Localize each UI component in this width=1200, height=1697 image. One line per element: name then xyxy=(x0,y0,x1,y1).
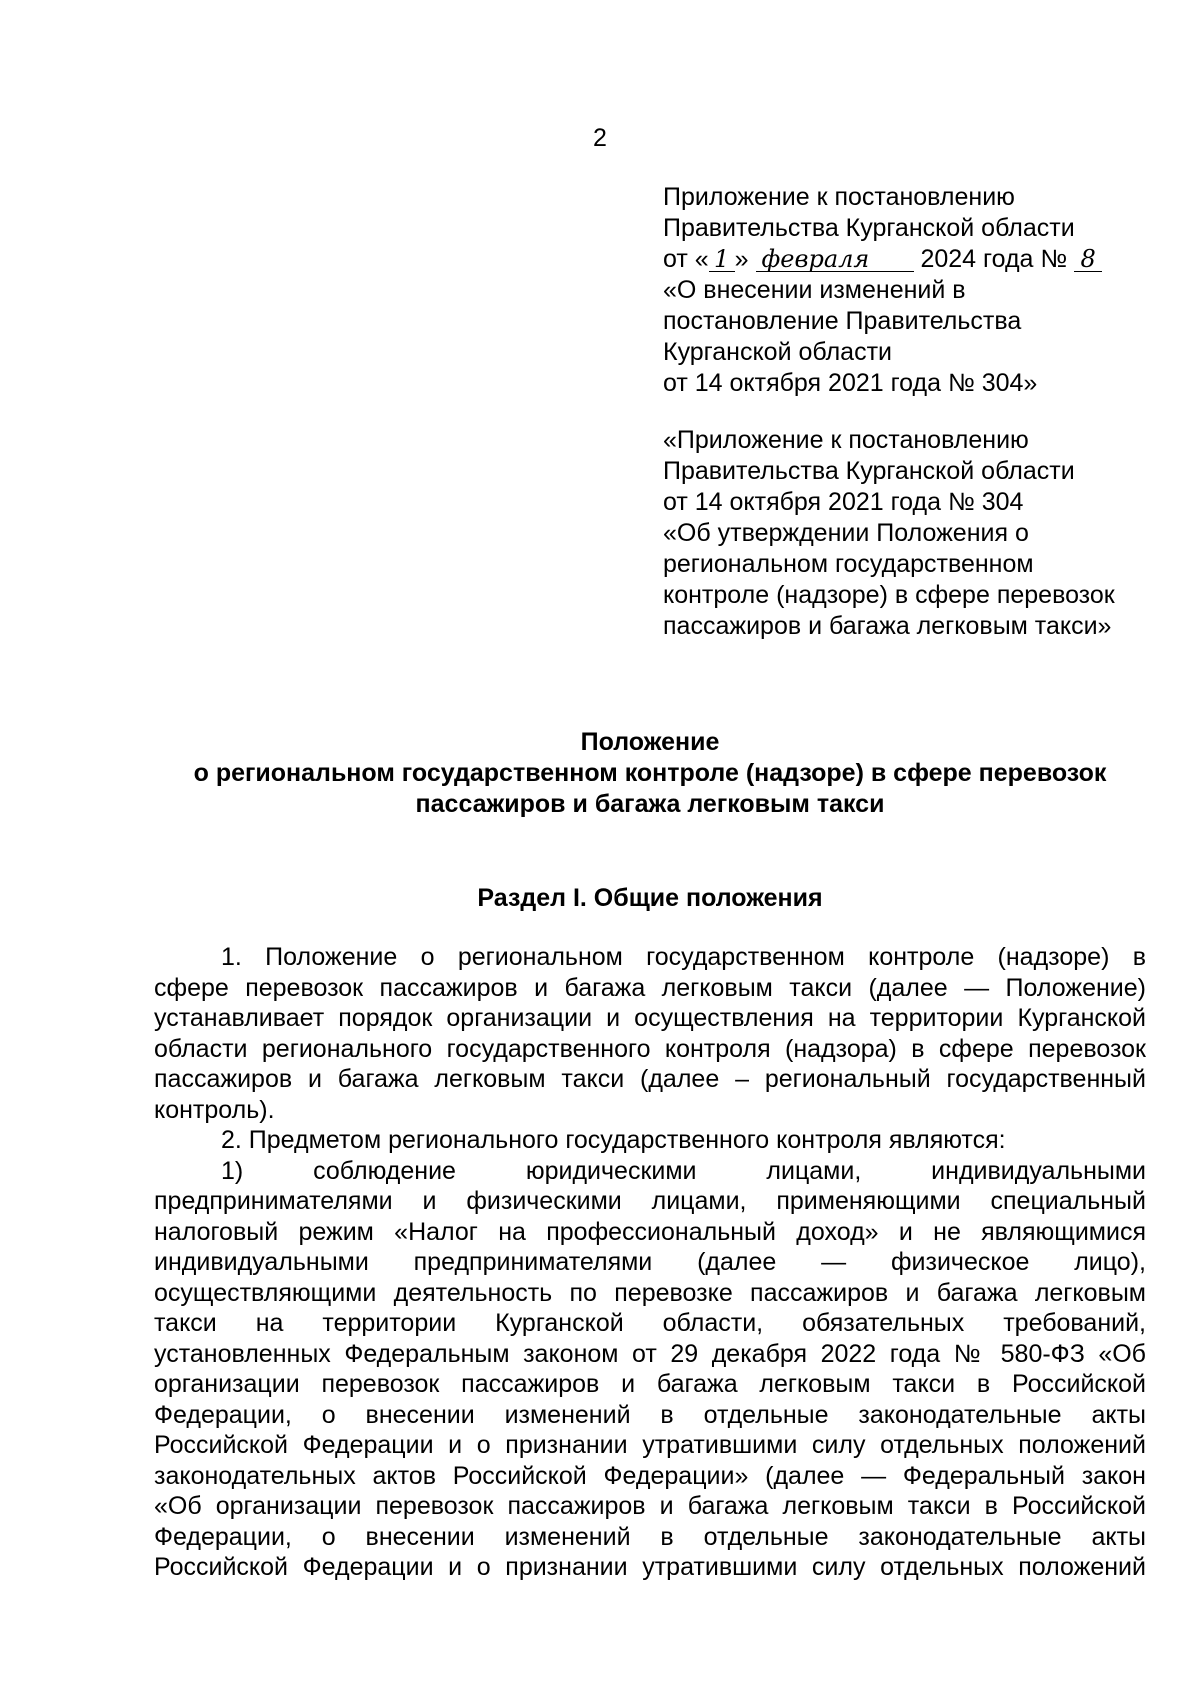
paragraph-line: осуществляющими деятельность по перевозке пассажиров и багажа легковым xyxy=(154,1278,1146,1307)
handwritten-number xyxy=(1074,244,1102,275)
paragraph-line: Федерации, о внесении изменений в отдельные законодательные акты xyxy=(154,1522,1146,1551)
appendix-line-4: «О внесении изменений в xyxy=(663,276,966,304)
appendix-line-3 xyxy=(663,244,1163,275)
appendix-line-5: постановление Правительства xyxy=(663,307,1022,335)
original-appendix-line: региональном государственном xyxy=(663,550,1034,578)
appendix-line-1: Приложение к постановлению xyxy=(663,183,1015,211)
paragraph-line: такси на территории Курганской области, обязательных требований, xyxy=(154,1309,1146,1337)
paragraph-line: предпринимателями и физическими лицами, применяющими специальный xyxy=(154,1187,1146,1215)
paragraph-line: пассажиров и багажа легковым такси (далее – региональный государственный xyxy=(154,1065,1146,1093)
paragraph-line: контроль). xyxy=(154,1095,275,1124)
paragraph-line: установленных Федеральным законом от 29 декабря 2022 года № 580-ФЗ «Об xyxy=(154,1339,1146,1368)
paragraph-line: налоговый режим «Налог на профессиональный доход» и не являющимися xyxy=(154,1217,1146,1246)
appendix-line-2: Правительства Курганской области xyxy=(663,214,1075,242)
appendix-header xyxy=(663,182,1163,399)
page-number: 2 xyxy=(593,124,607,152)
title-line: пассажиров и багажа легковым такси xyxy=(415,790,885,818)
paragraph-line: 1. Положение о региональном государственном контроле (надзоре) в xyxy=(221,943,1146,971)
document-title xyxy=(0,727,1200,820)
handwritten-day xyxy=(709,244,735,275)
paragraph-line: Российской Федерации и о признании утратившими силу отдельных положений xyxy=(154,1553,1146,1581)
section-heading: Раздел I. Общие положения xyxy=(477,884,823,912)
paragraph-line: Российской Федерации и о признании утратившими силу отдельных положений xyxy=(154,1431,1146,1459)
title-line: Положение xyxy=(580,728,720,756)
paragraph-line: «Об организации перевозок пассажиров и багажа легковым такси в Российской xyxy=(154,1492,1146,1520)
original-appendix-line: контроле (надзоре) в сфере перевозок xyxy=(663,581,1115,609)
paragraph-line: 2. Предметом регионального государственного контроля являются: xyxy=(221,1126,1006,1154)
handwritten-month-text: февраля xyxy=(756,247,914,272)
paragraph-line: сфере перевозок пассажиров и багажа легковым такси (далее — Положение) xyxy=(154,973,1146,1002)
paragraph-line: организации перевозок пассажиров и багажа легковым такси в Российской xyxy=(154,1370,1146,1398)
paragraph-line: Федерации, о внесении изменений в отдельные законодательные акты xyxy=(154,1400,1146,1429)
appendix-line-7: от 14 октября 2021 года № 304» xyxy=(663,369,1038,397)
original-appendix-line: «Приложение к постановлению xyxy=(663,426,1029,454)
original-appendix-line: пассажиров и багажа легковым такси» xyxy=(663,612,1112,640)
original-appendix-line: от 14 октября 2021 года № 304 xyxy=(663,488,1024,516)
paragraph-line: 1) соблюдение юридическими лицами, индивидуальными xyxy=(221,1156,1146,1185)
appendix-line-6: Курганской области xyxy=(663,338,893,366)
date-quote-close: » xyxy=(734,245,749,273)
year-and-number-label: 2024 года № xyxy=(920,245,1068,273)
title-line: о региональном государственном контроле (надзоре) в сфере перевозок xyxy=(193,759,1107,787)
date-prefix: от « xyxy=(663,245,709,273)
handwritten-number-text: 8 xyxy=(1074,247,1102,272)
original-appendix-line: Правительства Курганской области xyxy=(663,457,1075,485)
paragraph-line: устанавливает порядок организации и осуществления на территории Курганской xyxy=(154,1004,1146,1032)
paragraph-line: законодательных актов Российской Федерации» (далее — Федеральный закон xyxy=(154,1461,1146,1490)
original-appendix-line: «Об утверждении Положения о xyxy=(663,519,1029,547)
handwritten-day-text: 1 xyxy=(709,247,735,272)
original-appendix-header xyxy=(663,425,1163,642)
body-text xyxy=(154,942,1146,1583)
handwritten-month xyxy=(756,244,914,275)
paragraph-line: области регионального государственного контроля (надзора) в сфере перевозок xyxy=(154,1034,1146,1063)
paragraph-line: индивидуальными предпринимателями (далее — физическое лицо), xyxy=(154,1248,1146,1276)
